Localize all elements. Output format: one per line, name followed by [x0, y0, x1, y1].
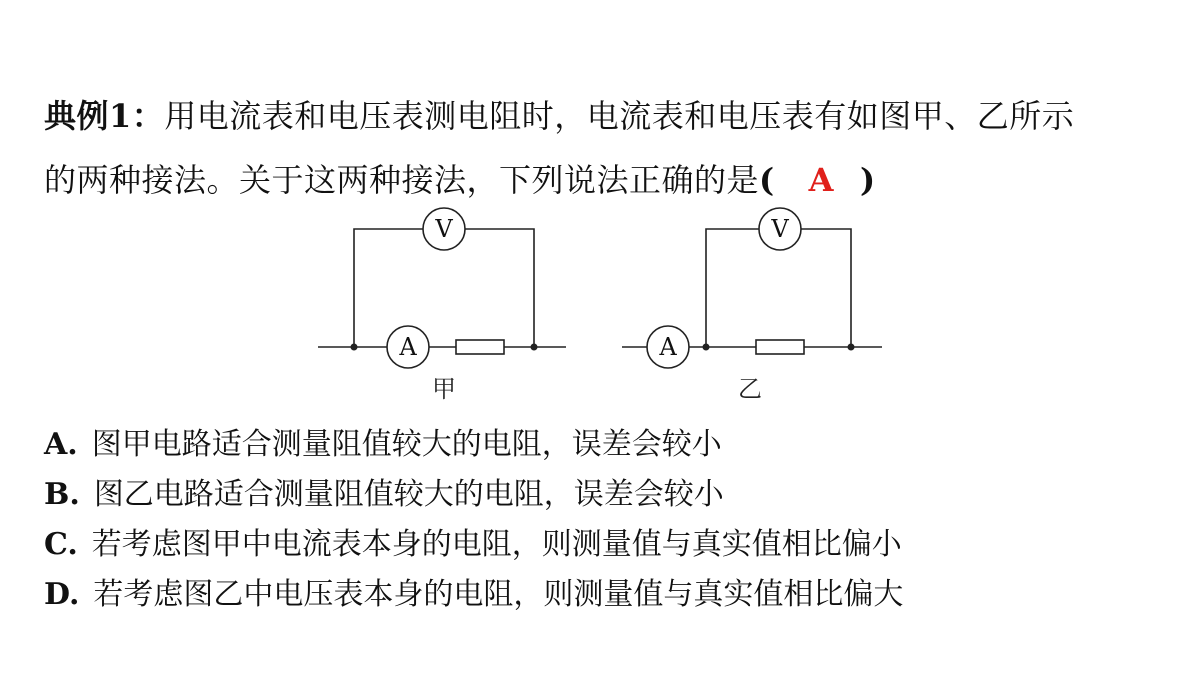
jia-ammeter-label: A — [399, 333, 417, 361]
yi-voltmeter-branch-right — [801, 229, 851, 347]
option-d-text: 若考虑图乙中电压表本身的电阻，则测量值与真实值相比偏大 — [93, 577, 904, 612]
question-stem-text-2: 的两种接法。关于这两种接法，下列说法正确的是 — [44, 161, 760, 199]
option-b-text: 图乙电路适合测量阻值较大的电阻，误差会较小 — [93, 477, 724, 512]
option-c-key: C. — [44, 527, 78, 562]
yi-node-left — [703, 344, 710, 351]
jia-resistor — [456, 340, 504, 354]
yi-voltmeter-label: V — [771, 215, 789, 243]
question-colon: ： — [131, 97, 165, 135]
yi-caption: 乙 — [738, 375, 762, 403]
question-stem-text-1: 用电流表和电压表测电阻时，电流表和电压表有如图甲、乙所示 — [164, 97, 1075, 135]
jia-voltmeter-label: V — [435, 215, 453, 243]
question-stem — [44, 84, 1164, 212]
open-paren: ( — [759, 161, 775, 199]
jia-caption: 甲 — [432, 375, 456, 403]
circuit-diagrams — [300, 200, 920, 420]
circuit-svg — [300, 200, 920, 420]
question-label: 典例1 — [44, 97, 132, 135]
option-a — [44, 420, 1164, 470]
option-a-text: 图甲电路适合测量阻值较大的电阻，误差会较小 — [91, 427, 722, 462]
answer-options — [44, 420, 1164, 620]
option-d — [44, 570, 1164, 620]
jia-node-right — [531, 344, 538, 351]
option-d-key: D. — [44, 577, 80, 612]
yi-node-right — [848, 344, 855, 351]
yi-voltmeter-branch — [706, 229, 759, 347]
jia-voltmeter-branch-right — [465, 229, 534, 347]
close-paren: ) — [859, 161, 876, 199]
answer-letter: A — [808, 161, 834, 199]
jia-node-left — [351, 344, 358, 351]
yi-ammeter-label: A — [659, 333, 677, 361]
jia-voltmeter-branch — [354, 229, 423, 347]
option-c — [44, 520, 1164, 570]
option-a-key: A. — [44, 427, 78, 462]
question-line-1 — [44, 84, 1164, 148]
option-c-text: 若考虑图甲中电流表本身的电阻，则测量值与真实值相比偏小 — [91, 527, 902, 562]
yi-resistor — [756, 340, 804, 354]
option-b — [44, 470, 1164, 520]
option-b-key: B. — [44, 477, 80, 512]
